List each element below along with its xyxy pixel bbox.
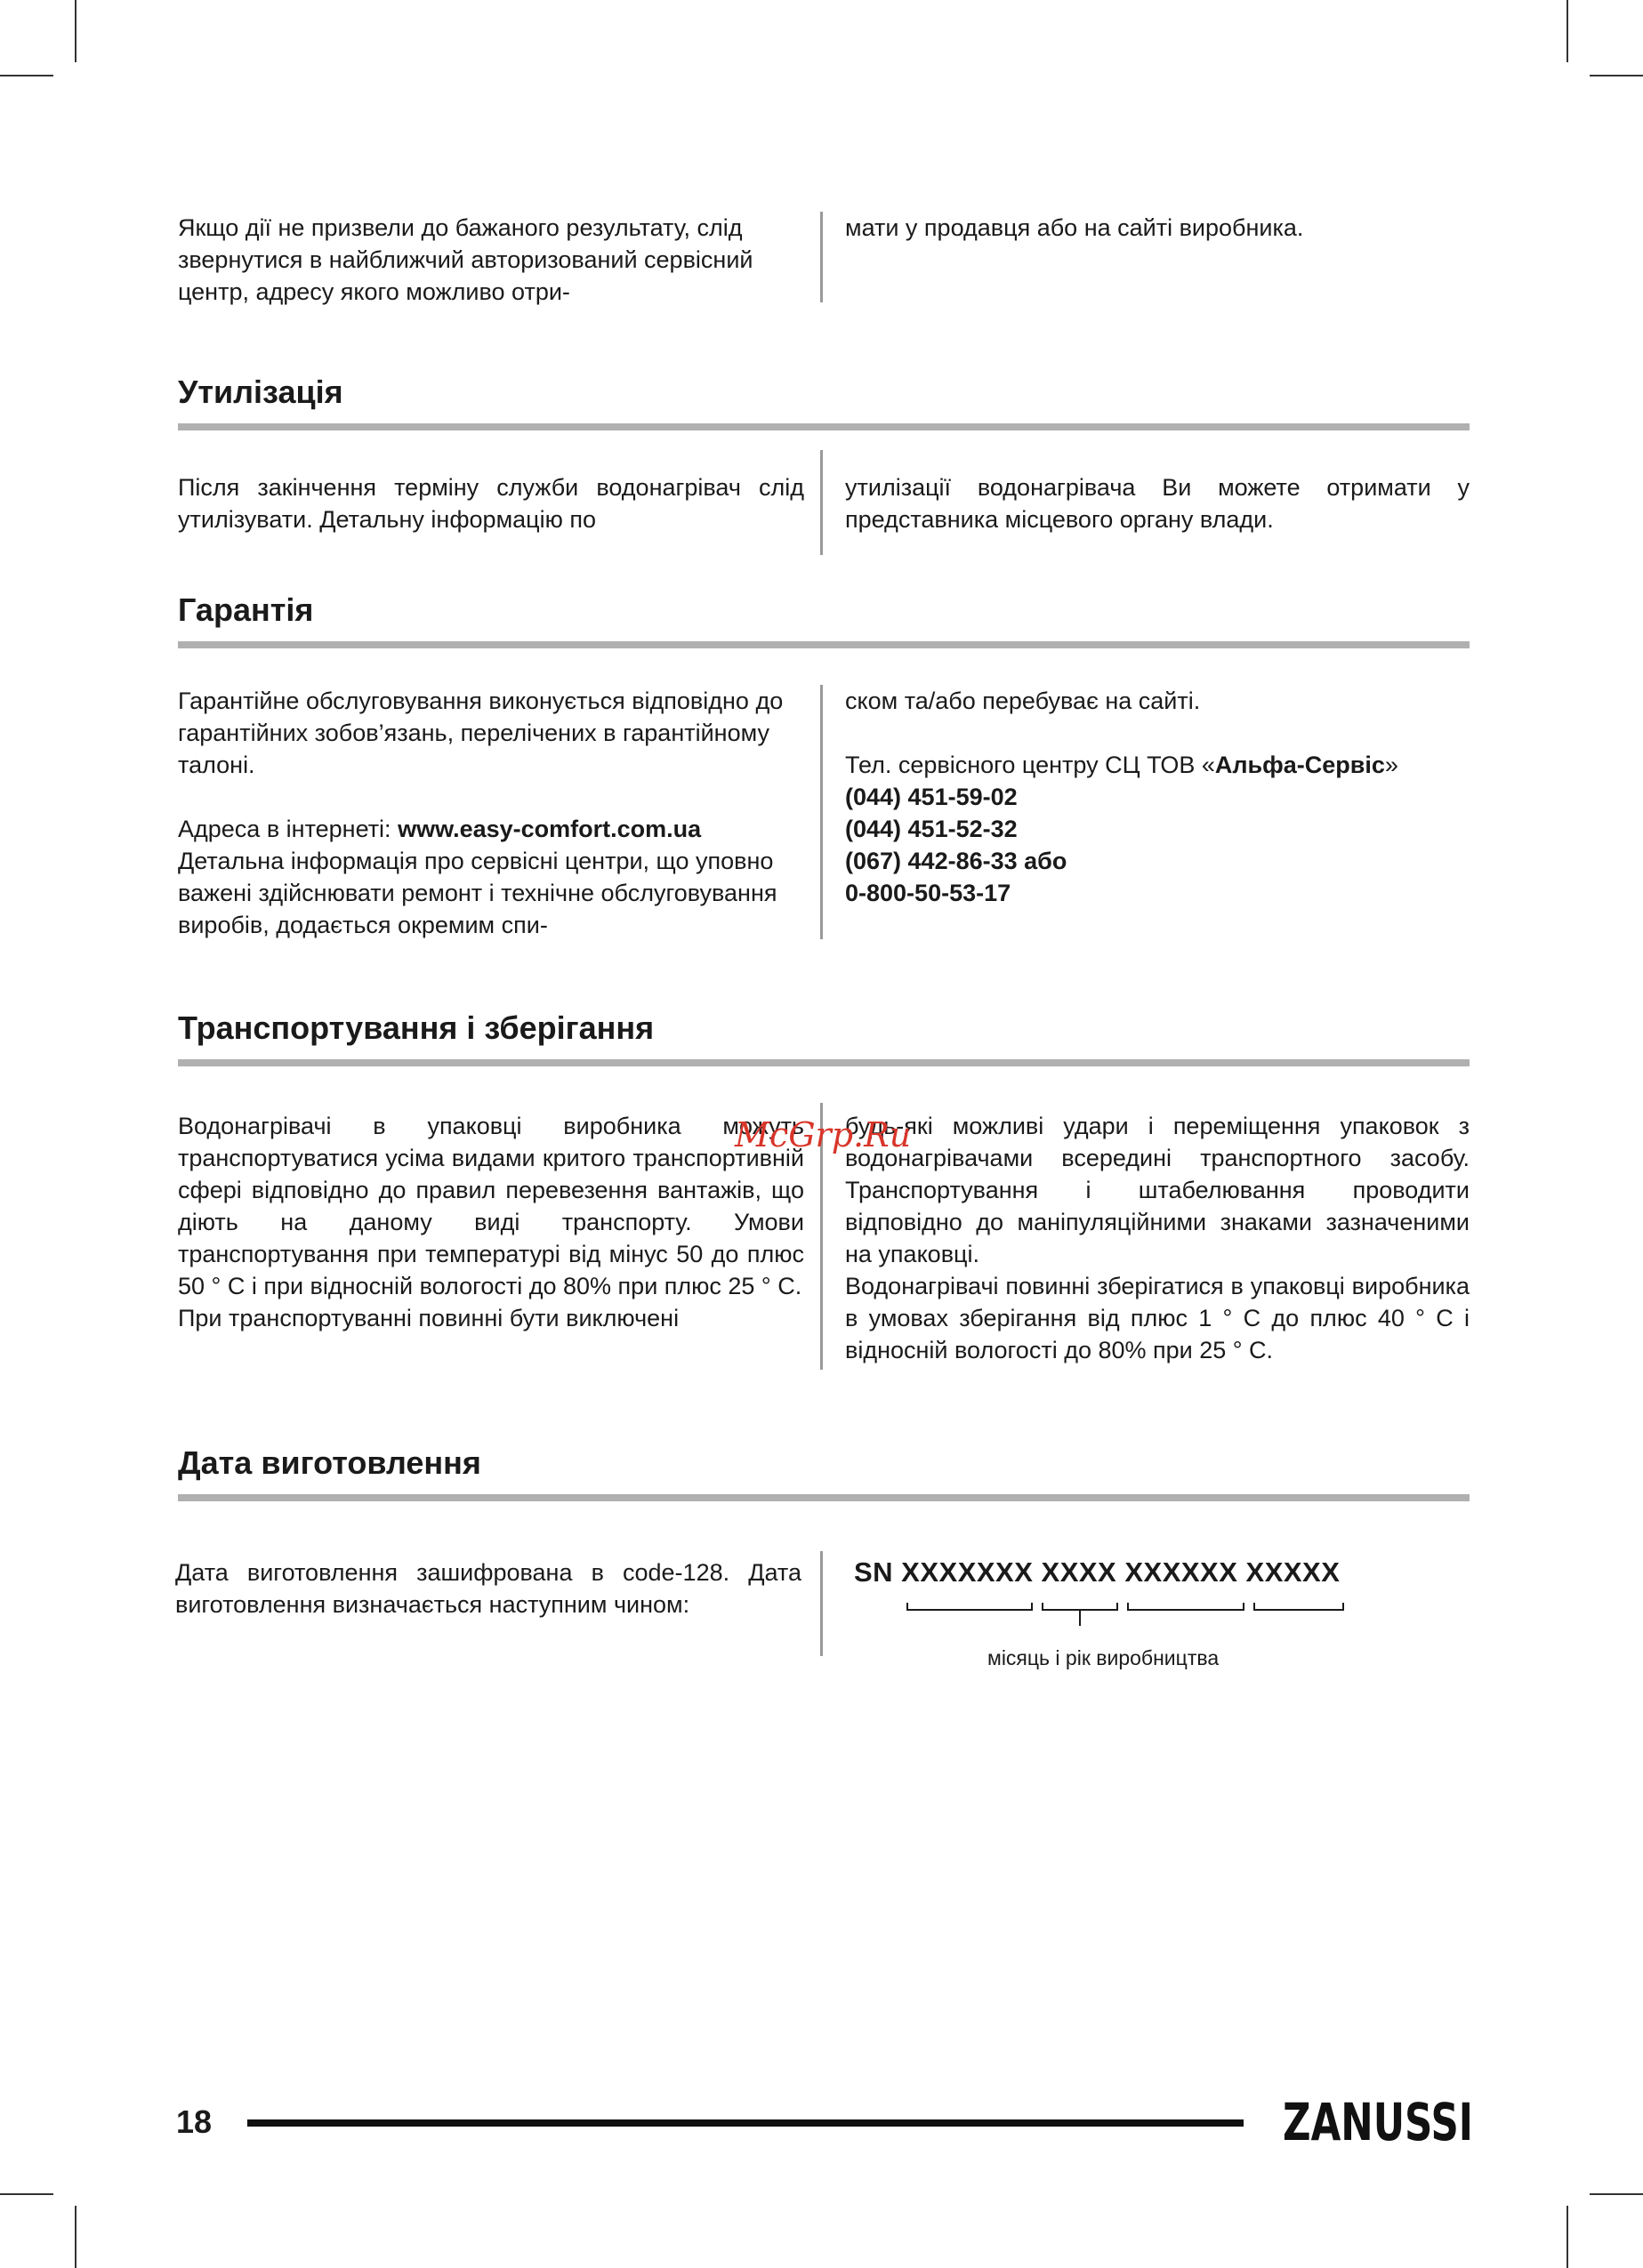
section-heading-warranty [178, 591, 1470, 648]
top-continuation [178, 212, 1470, 305]
serial-number-format: SN XXXXXXX XXXX XXXXXX XXXXX [854, 1556, 1341, 1588]
watermark: McGrp.Ru [735, 1115, 912, 1154]
column-divider [820, 685, 823, 939]
serial-caption: місяць і рік виробництва [987, 1646, 1220, 1669]
crop-mark [1590, 75, 1643, 76]
brand-logo [1283, 2092, 1473, 2152]
paragraph: Детальна інформація про сервісні центри, що уповно важені здійснювати ремонт і технічне обслуговування виробів, додається окремим спи- [178, 848, 777, 938]
phone-label: Тел. сервісного центру СЦ ТОВ « [845, 752, 1215, 778]
phone-number [845, 845, 1470, 877]
top-right-column [845, 212, 1470, 244]
phone-number-text: (044) 451-59-02 [845, 784, 1018, 810]
paragraph: Дата виготовлення зашифрована в code-128. Дата виготовлення визначається наступним чином: [175, 1559, 801, 1618]
paragraph: Водонагрівачі в упаковці виробника можуть транспортуватися усіма видами критого транспортивній сфері відповідно до правил перевезення вантажів, що діють на даному виді транспорту. Умови транспортування при температурі від мінус 50 до плюс 50 ° С і при відносній вологості до 80% при плюс 25 ° С. [178, 1113, 804, 1299]
section-heading-utilization [178, 374, 1470, 430]
paragraph: При транспортуванні повинні бути виключені [178, 1305, 680, 1331]
paragraph: мати у продавця або на сайті виробника. [845, 214, 1304, 241]
phone-number-text: 0-800-50-53-17 [845, 880, 1011, 906]
column-divider [820, 1551, 823, 1656]
warranty-body [178, 685, 1470, 952]
footer-rule [247, 2119, 1244, 2127]
phone-number [845, 781, 1470, 813]
paragraph: Після закінчення терміну служби водонагрівач слід утилізувати. Детальну інформацію по [178, 474, 804, 533]
paragraph: утилізації водонагрівача Ви можете отримати у представника місцевого органу влади. [845, 474, 1470, 533]
address-label: Адреса в інтернеті: [178, 816, 399, 842]
paragraph: ском та/або перебуває на сайті. [845, 688, 1201, 714]
bracket-group-2 [1043, 1603, 1117, 1610]
heading-rule [178, 641, 1470, 648]
paragraph: Якщо дії не призвели до бажаного результату, слід звернутися в найближчий авторизований сервісний центр, адресу якого можливо отри- [178, 214, 753, 305]
warranty-left-column [178, 685, 804, 941]
company-name: Альфа-Сервіс [1214, 752, 1385, 778]
serial-diagram [845, 1556, 1470, 1672]
column-divider [820, 450, 823, 555]
crop-mark [1566, 2206, 1568, 2268]
warranty-right-column [845, 685, 1470, 909]
transport-left-column [178, 1110, 804, 1334]
column-divider [820, 212, 823, 302]
bracket-group-3 [1128, 1603, 1244, 1610]
heading-text: Дата виготовлення [178, 1444, 481, 1481]
phone-number-text: (044) 451-52-32 [845, 816, 1018, 842]
website-link[interactable]: www.easy-comfort.com.ua [398, 816, 702, 842]
phone-intro [845, 749, 1470, 781]
bracket-group-4 [1254, 1603, 1343, 1610]
utilization-body [178, 471, 1470, 560]
manufacture-body [175, 1556, 1470, 1669]
section-heading-manufacture-date [178, 1444, 1470, 1501]
top-left-column [178, 212, 804, 308]
utilization-right-column [845, 471, 1470, 535]
section-heading-transport [178, 1009, 1470, 1066]
address-line [178, 813, 804, 845]
heading-rule [178, 423, 1470, 430]
manufacture-left-column [175, 1556, 801, 1621]
page-number: 18 [176, 2103, 213, 2140]
transport-right-column [845, 1110, 1470, 1366]
heading-rule [178, 1494, 1470, 1501]
crop-mark [75, 2206, 77, 2268]
paragraph: будь-які можливі удари і переміщення упаковок з водонагрівачами всередині транспортного засобу. Транспортування і штабелювання проводити відповідно до маніпуляційними знаками зазначеними на упаковці. [845, 1113, 1470, 1267]
heading-text: Утилізація [178, 374, 343, 410]
crop-mark [0, 2193, 53, 2195]
brand-logo-text: ZANUSSI [1283, 2092, 1473, 2152]
heading-text: Транспортування і зберігання [178, 1009, 655, 1046]
phone-number [845, 813, 1470, 845]
phone-number-text: (067) 442-86-33 або [845, 848, 1067, 874]
phone-number [845, 877, 1470, 909]
heading-text: Гарантія [178, 591, 314, 628]
utilization-left-column [178, 471, 804, 535]
phone-label-end: » [1384, 752, 1398, 778]
paragraph: Гарантійне обслуговування виконується відповідно до гарантійних зобов’язань, перелічених в гарантійному талоні. [178, 688, 784, 778]
paragraph: Водонагрівачі повинні зберігатися в упаковці виробника в умовах зберігання від плюс 1 ° С до плюс 40 ° С і відносній вологості до 80% при 25 ° С. [845, 1273, 1470, 1363]
bracket-group-1 [907, 1603, 1032, 1610]
heading-rule [178, 1059, 1470, 1066]
serial-bracket-diagram [845, 1592, 1343, 1645]
crop-mark [0, 75, 53, 76]
crop-mark [75, 0, 77, 62]
crop-mark [1590, 2193, 1643, 2195]
crop-mark [1566, 0, 1568, 62]
